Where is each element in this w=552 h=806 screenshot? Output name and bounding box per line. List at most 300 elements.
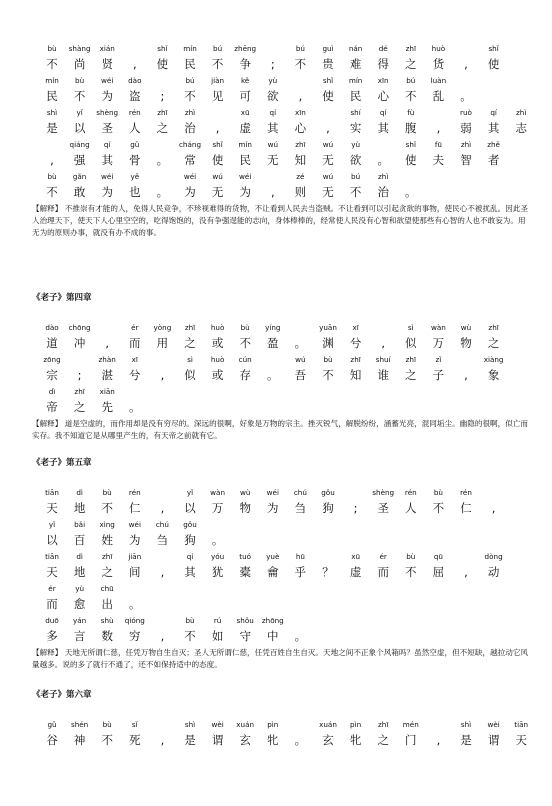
pinyin: xū [240, 108, 250, 117]
hanzi-character: 橐 [239, 565, 251, 579]
hanzi-character: 不 [101, 501, 113, 515]
hanzi-character: 使 [211, 153, 224, 167]
pinyin: shì [46, 108, 58, 117]
pinyin: sì [407, 323, 414, 332]
hanzi-character: 治 [184, 121, 196, 135]
pinyin: shì [460, 720, 472, 729]
pinyin: wéi [266, 488, 279, 497]
pinyin: gǎn [72, 172, 87, 181]
hanzi-character: 志 [515, 121, 527, 135]
pinyin: bù [433, 488, 443, 497]
punctuation-mark: 。 [156, 153, 169, 167]
pinyin: shì [184, 720, 196, 729]
hanzi-character: 谷 [46, 733, 58, 747]
hanzi-character: 其 [101, 153, 113, 167]
pinyin: zǐ [435, 355, 442, 364]
hanzi-character: 难 [349, 57, 362, 71]
pinyin: chú [155, 520, 169, 529]
punctuation-mark: 。 [129, 597, 141, 611]
hanzi-character: 间 [129, 565, 141, 579]
pinyin: mín [45, 76, 59, 85]
hanzi-character: 可 [239, 89, 251, 103]
pinyin: bù [47, 44, 57, 53]
hanzi-character: 不 [405, 565, 417, 579]
hanzi-character: 或 [211, 336, 224, 350]
pinyin: xuán [236, 720, 255, 729]
hanzi-character: 神 [73, 733, 86, 747]
punctuation-mark: , [326, 121, 330, 135]
hanzi-character: 圣 [377, 501, 389, 515]
explanation-paragraph [32, 418, 532, 442]
pinyin: shǐ [405, 140, 416, 149]
hanzi-character: 之 [405, 57, 417, 71]
hanzi-character: 以 [46, 533, 58, 547]
pinyin: xiàng [483, 355, 504, 364]
text-row [32, 171, 532, 203]
pinyin: guì [322, 44, 334, 53]
hanzi-character: 使 [156, 57, 169, 71]
hanzi-character: 兮 [129, 368, 141, 382]
pinyin: zhì [516, 108, 527, 117]
pinyin: shǐ [212, 140, 223, 149]
text-row [32, 43, 532, 75]
pinyin: bù [323, 355, 333, 364]
pinyin: dào [45, 323, 59, 332]
pinyin: pìn [267, 720, 279, 729]
pinyin: wéi [101, 76, 114, 85]
punctuation-mark: ; [270, 57, 275, 71]
pinyin: sì [187, 355, 193, 364]
punctuation-mark: ; [353, 501, 358, 515]
hanzi-character: 守 [239, 629, 251, 643]
hanzi-character: 人 [129, 121, 141, 135]
pinyin: cháng [178, 140, 202, 149]
pinyin: xìng [99, 520, 115, 529]
pinyin: zhì [460, 140, 472, 149]
hanzi-character: 物 [460, 336, 472, 350]
hanzi-character: 贤 [101, 57, 113, 71]
punctuation-mark: 。 [294, 629, 307, 643]
hanzi-character: 不 [101, 733, 113, 747]
hanzi-character: 不 [73, 89, 86, 103]
hanzi-character: 天 [515, 733, 527, 747]
hanzi-character: 出 [101, 597, 113, 611]
hanzi-character: 不 [184, 89, 196, 103]
pinyin: mén [402, 720, 419, 729]
hanzi-character: 中 [267, 629, 279, 643]
pinyin: tiān [45, 488, 59, 497]
pinyin: wéi [183, 172, 197, 181]
pinyin: zhī [184, 323, 196, 332]
text-row [32, 322, 532, 354]
hanzi-character: 为 [267, 501, 279, 515]
section-chapter-three [32, 43, 532, 239]
hanzi-character: 犹 [211, 565, 224, 579]
hanzi-character: 不 [239, 336, 251, 350]
punctuation-mark: , [298, 89, 303, 103]
hanzi-character: 先 [101, 400, 113, 414]
hanzi-character: 动 [487, 565, 500, 579]
pinyin: shǐ [322, 76, 334, 85]
explanation-text: 道是空虚的，而作用却是没有穷尽的。深远的很啊，好象是万物的宗主。挫灭锐气，解脱纷纷，涵蓄光亮，混同垢尘。幽隐的很啊，似亡而实存。我不知道它是从哪里产生的，有天帝之前就有它。 [32, 419, 529, 440]
hanzi-character: 物 [239, 501, 251, 515]
hanzi-character: 尚 [73, 57, 86, 71]
hanzi-character: 无 [322, 153, 334, 167]
pinyin: wàn [430, 323, 446, 332]
section-chapter-four [32, 292, 532, 442]
punctuation-mark: , [436, 121, 441, 135]
pinyin: chú [293, 488, 307, 497]
pinyin: tuó [239, 552, 252, 561]
pinyin: xī [352, 323, 359, 332]
hanzi-character: 实 [349, 121, 362, 135]
pinyin: zhī [74, 387, 85, 396]
hanzi-character: 刍 [294, 501, 307, 515]
pinyin: rén [128, 108, 141, 117]
pinyin: zhōng [261, 616, 284, 625]
pinyin: xián [99, 44, 115, 53]
pinyin: yě [130, 172, 140, 181]
punctuation-mark: , [160, 501, 165, 515]
punctuation-mark: , [160, 368, 165, 382]
pinyin: yán [72, 616, 87, 625]
hanzi-character: 为 [101, 185, 113, 199]
pinyin: qí [490, 108, 497, 117]
hanzi-character: 而 [46, 597, 58, 611]
punctuation-mark: , [270, 185, 275, 199]
punctuation-mark: , [105, 336, 110, 350]
chapter-heading: 《老子》第六章 [32, 690, 92, 700]
pinyin: wàn [210, 488, 226, 497]
punctuation-mark: , [215, 121, 220, 135]
pinyin: shèng [372, 488, 395, 497]
pinyin: zé [296, 172, 305, 181]
text-row [32, 519, 532, 551]
pinyin: wú [322, 172, 334, 181]
hanzi-character: 谁 [377, 368, 389, 382]
hanzi-character: 牝 [267, 733, 279, 747]
hanzi-character: 之 [101, 565, 113, 579]
punctuation-mark: , [464, 368, 468, 382]
pinyin: bù [102, 488, 112, 497]
hanzi-character: 宗 [46, 368, 58, 382]
pinyin: yǐ [48, 520, 56, 529]
punctuation-mark: 。 [211, 533, 224, 547]
pinyin: fù [407, 108, 415, 117]
hanzi-character: 而 [129, 336, 141, 350]
pinyin: shǐ [488, 44, 499, 53]
punctuation-mark: 。 [405, 185, 417, 199]
hanzi-character: 万 [432, 336, 445, 350]
hanzi-character: 腹 [405, 121, 417, 135]
hanzi-character: 盈 [267, 336, 279, 350]
hanzi-character: 则 [294, 185, 307, 199]
hanzi-character: 愈 [73, 597, 86, 611]
hanzi-character: 使 [322, 89, 334, 103]
hanzi-character: 不 [184, 629, 196, 643]
hanzi-character: 穷 [129, 629, 141, 643]
pinyin: bú [185, 76, 195, 85]
chapter-heading: 《老子》第四章 [32, 293, 92, 303]
hanzi-character: 屈 [432, 565, 445, 579]
hanzi-character: 者 [487, 153, 500, 167]
pinyin: ér [379, 552, 387, 561]
hanzi-character: 敢 [73, 185, 86, 199]
pinyin: jiān [128, 552, 142, 561]
hanzi-character: 心 [294, 121, 307, 135]
pinyin: zhī [405, 355, 416, 364]
punctuation-mark: , [160, 629, 165, 643]
pinyin: yù [268, 76, 278, 85]
hanzi-character: 不 [46, 185, 58, 199]
pinyin: nán [348, 44, 363, 53]
hanzi-character: 圣 [101, 121, 113, 135]
pinyin: bù [102, 720, 112, 729]
pinyin: qióng [124, 616, 145, 625]
hanzi-character: 知 [294, 153, 307, 167]
pinyin: zhī [157, 108, 168, 117]
hanzi-character: 兮 [349, 336, 362, 350]
hanzi-character: 其 [184, 565, 196, 579]
pinyin: gǔ [47, 720, 57, 729]
hanzi-character: 渊 [322, 336, 334, 350]
hanzi-character: 似 [405, 336, 417, 350]
hanzi-character: 万 [211, 501, 224, 515]
pinyin: jiàn [211, 76, 225, 85]
hanzi-character: 不 [322, 368, 334, 382]
pinyin: chū [100, 584, 114, 593]
explanation-paragraph [32, 647, 532, 671]
punctuation-mark: , [160, 733, 165, 747]
punctuation-mark: ; [160, 89, 165, 103]
pinyin: bú [295, 44, 305, 53]
pinyin: mín [348, 76, 363, 85]
hanzi-character: 其 [487, 121, 500, 135]
pinyin: dòng [484, 552, 503, 561]
section-chapter-six [32, 689, 532, 751]
pinyin: rén [404, 488, 417, 497]
pinyin: bù [240, 323, 250, 332]
hanzi-character: 存 [239, 368, 251, 382]
pinyin: yǐ [76, 108, 83, 117]
pinyin: wéi [128, 520, 141, 529]
explanation-label: 【解释】 [32, 204, 63, 213]
pinyin: shèng [96, 108, 119, 117]
punctuation-mark: , [381, 336, 386, 350]
pinyin: huò [431, 44, 446, 53]
hanzi-character: 人 [405, 501, 417, 515]
pinyin: shù [100, 616, 114, 625]
pinyin: wú [322, 140, 334, 149]
hanzi-character: 不 [349, 185, 362, 199]
hanzi-character: 牝 [349, 733, 362, 747]
pinyin: kě [241, 76, 250, 85]
punctuation-mark: 。 [129, 400, 141, 414]
hanzi-character: 以 [184, 501, 196, 515]
hanzi-character: 象 [487, 368, 500, 382]
hanzi-character: 弱 [460, 121, 472, 135]
pinyin: shén [70, 720, 89, 729]
pinyin: bù [47, 172, 57, 181]
hanzi-character: 是 [460, 733, 472, 747]
pinyin: wèi [211, 720, 224, 729]
hanzi-character: 知 [349, 368, 362, 382]
hanzi-character: 多 [46, 629, 58, 643]
pinyin: qí [186, 552, 194, 561]
pinyin: huò [210, 323, 225, 332]
section-chapter-five [32, 457, 532, 671]
hanzi-character: 不 [211, 57, 224, 71]
pinyin: wú [267, 140, 279, 149]
punctuation-mark: , [160, 565, 165, 579]
punctuation-mark: , [464, 57, 468, 71]
punctuation-mark: 。 [267, 368, 279, 382]
hanzi-character: 而 [377, 565, 389, 579]
pinyin: duō [45, 616, 59, 625]
pinyin: qū [433, 552, 443, 561]
pinyin: rén [128, 488, 141, 497]
pinyin: dì [76, 488, 83, 497]
pinyin: qí [379, 108, 387, 117]
hanzi-character: 虚 [349, 565, 362, 579]
hanzi-character: 民 [46, 89, 58, 103]
hanzi-character: 之 [487, 336, 500, 350]
hanzi-character: 民 [239, 153, 251, 167]
pinyin: bú [213, 44, 223, 53]
pinyin: shí [350, 108, 361, 117]
hanzi-character: 为 [129, 533, 141, 547]
hanzi-character: 姓 [101, 533, 113, 547]
pinyin: yòng [153, 323, 172, 332]
hanzi-character: 龠 [267, 565, 279, 579]
hanzi-character: 智 [460, 153, 472, 167]
hanzi-character: 得 [377, 57, 389, 71]
hanzi-character: 似 [184, 368, 196, 382]
hanzi-character: 争 [239, 57, 251, 71]
hanzi-character: 见 [211, 89, 224, 103]
pinyin: cún [238, 355, 252, 364]
pinyin: wú [212, 172, 223, 181]
text-row [32, 75, 532, 107]
pinyin: hū [295, 552, 305, 561]
pinyin: xīn [294, 108, 306, 117]
pinyin: bú [351, 172, 361, 181]
pinyin: wù [460, 323, 472, 332]
hanzi-character: 子 [432, 368, 445, 382]
hanzi-character: 无 [211, 185, 224, 199]
pinyin: sǐ [131, 720, 138, 729]
hanzi-character: 仁 [129, 501, 141, 515]
hanzi-character: 吾 [294, 368, 307, 382]
text-row [32, 487, 532, 519]
hanzi-character: 言 [73, 629, 86, 643]
pinyin: zhī [378, 720, 389, 729]
pinyin: bǎi [74, 520, 86, 529]
hanzi-character: 用 [156, 336, 169, 350]
hanzi-character: 百 [73, 533, 86, 547]
pinyin: rén [460, 488, 472, 497]
pinyin: tiān [514, 720, 529, 729]
hanzi-character: 之 [184, 336, 196, 350]
hanzi-character: 不 [294, 57, 307, 71]
hanzi-character: 或 [211, 368, 224, 382]
pinyin: wéi [239, 172, 252, 181]
pinyin: ér [131, 323, 139, 332]
pinyin: dào [128, 76, 142, 85]
pinyin: yóu [210, 552, 225, 561]
punctuation-mark: , [50, 153, 54, 167]
punctuation-mark: 。 [294, 336, 307, 350]
text-row [32, 615, 532, 647]
hanzi-character: 乱 [432, 89, 445, 103]
hanzi-character: 欲 [267, 89, 279, 103]
hanzi-character: 强 [73, 153, 86, 167]
hanzi-character: 心 [377, 89, 389, 103]
hanzi-character: 玄 [322, 733, 334, 747]
pinyin: ér [48, 584, 56, 593]
text-row [32, 583, 532, 615]
pinyin: qí [269, 108, 277, 117]
explanation-label: 【解释】 [32, 648, 63, 657]
hanzi-character: 民 [349, 89, 362, 103]
hanzi-character: 天 [46, 501, 58, 515]
pinyin: zhàn [98, 355, 116, 364]
pinyin: fū [434, 140, 442, 149]
pinyin: wù [239, 488, 251, 497]
pinyin: bù [75, 76, 85, 85]
hanzi-character: 狗 [322, 501, 334, 515]
pinyin: dé [378, 44, 388, 53]
pinyin: zhì [184, 108, 196, 117]
hanzi-character: 虚 [239, 121, 251, 135]
pinyin: xīn [377, 76, 389, 85]
pinyin: shuí [375, 355, 391, 364]
hanzi-character: 使 [405, 153, 417, 167]
hanzi-character: 帝 [46, 400, 58, 414]
hanzi-character: 是 [46, 121, 58, 135]
text-row [32, 139, 532, 171]
hanzi-character: 为 [101, 89, 113, 103]
pinyin: luàn [430, 76, 447, 85]
pinyin: yíng [265, 323, 281, 332]
pinyin: bù [185, 616, 195, 625]
pinyin: zhī [405, 44, 416, 53]
hanzi-character: 使 [487, 57, 500, 71]
pinyin: xuán [319, 720, 337, 729]
pinyin: gǒu [183, 520, 197, 529]
pinyin: yǐ [186, 488, 194, 497]
pinyin: pìn [350, 720, 362, 729]
pinyin: dì [48, 387, 56, 396]
pinyin: bú [406, 76, 416, 85]
hanzi-character: 其 [377, 121, 389, 135]
pinyin: zhī [102, 552, 113, 561]
pinyin: zhī [295, 140, 306, 149]
hanzi-character: 治 [377, 185, 389, 199]
punctuation-mark: , [464, 565, 468, 579]
pinyin: mín [183, 44, 197, 53]
hanzi-character: 贵 [322, 57, 334, 71]
pinyin: qí [103, 140, 111, 149]
text-row [32, 551, 532, 583]
hanzi-character: 欲 [349, 153, 362, 167]
text-row [32, 719, 532, 751]
hanzi-character: 数 [101, 629, 113, 643]
pinyin: ruò [460, 108, 472, 117]
hanzi-character: 乎 [294, 565, 307, 579]
hanzi-character: 门 [405, 733, 417, 747]
hanzi-character: 之 [156, 121, 169, 135]
